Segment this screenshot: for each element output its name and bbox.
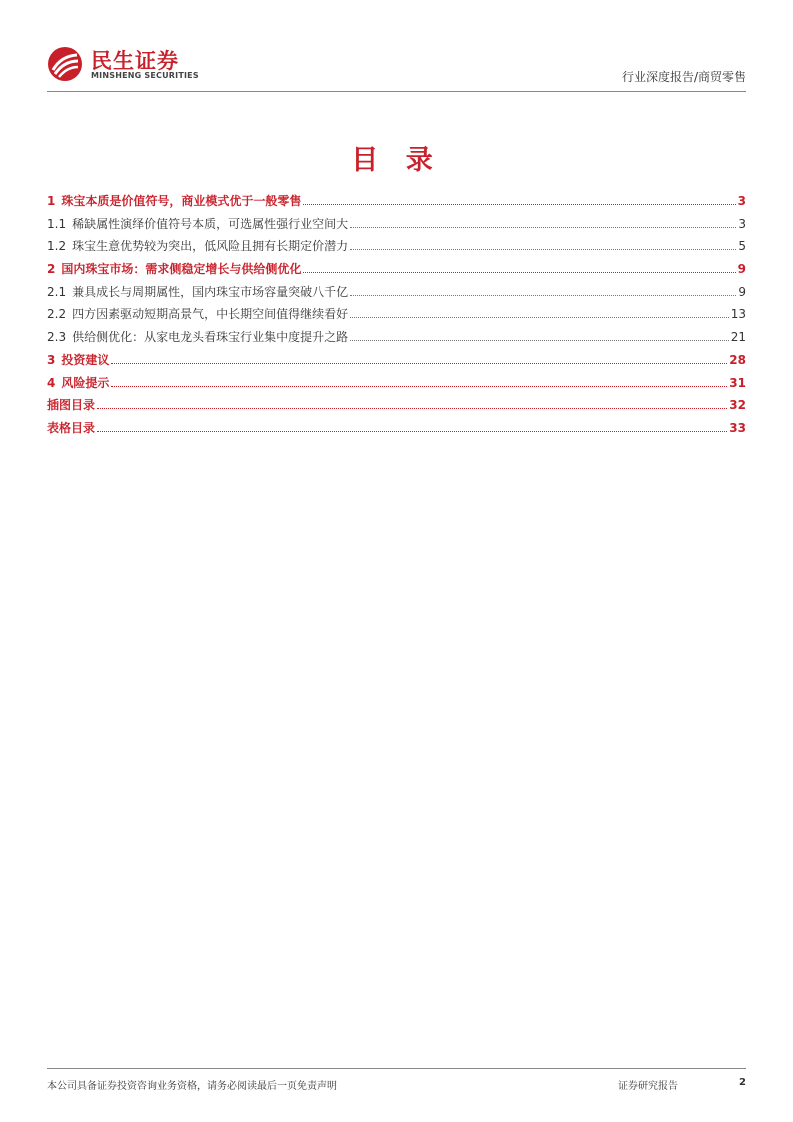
toc-entry-page: 21 [730, 330, 746, 345]
toc-entry-number: 1.2 [47, 239, 67, 254]
toc-dot-leader [111, 363, 727, 364]
toc-entry-page: 9 [738, 284, 746, 299]
toc-entry-title: 投资建议 [61, 352, 110, 367]
toc-entry-page: 28 [729, 352, 746, 367]
toc-entry[interactable] [47, 237, 746, 260]
toc-dot-leader [303, 272, 735, 273]
footer-label: 证券研究报告 [618, 1081, 678, 1092]
toc-entry[interactable] [47, 328, 746, 351]
toc-entry-page: 32 [729, 398, 746, 413]
toc-entry-title: 国内珠宝市场：需求侧稳定增长与供给侧优化 [61, 262, 302, 277]
footer-divider [47, 1068, 746, 1069]
toc-entry[interactable] [47, 351, 746, 374]
toc-entry-page: 13 [730, 307, 746, 322]
toc-entry-number: 1 [47, 194, 56, 208]
toc-entry-page: 5 [738, 239, 746, 254]
toc-entry[interactable] [47, 192, 746, 215]
page-number: 2 [739, 1077, 746, 1088]
toc-entry-number: 1.1 [47, 216, 67, 231]
toc-entry[interactable] [47, 260, 746, 283]
toc-entry-number: 2.2 [47, 307, 67, 322]
toc-dot-leader [97, 431, 727, 432]
toc-entry-title: 风险提示 [61, 375, 110, 390]
toc-dot-leader [350, 295, 736, 296]
footer-disclaimer: 本公司具备证券投资咨询业务资格，请务必阅读最后一页免责声明 [47, 1081, 337, 1092]
toc-entry-number: 3 [47, 352, 56, 367]
toc-entry-number: 2 [47, 262, 56, 277]
toc-entry-title: 稀缺属性演绎价值符号本质，可选属性强行业空间大 [72, 216, 349, 231]
toc-entry-number: 2.1 [47, 284, 67, 299]
toc-dot-leader [97, 408, 727, 409]
page-header [47, 44, 746, 92]
toc-entry-title: 珠宝本质是价值符号，商业模式优于一般零售 [61, 194, 302, 208]
logo-chinese-name: 民生证券 [91, 49, 179, 73]
toc-entry-title: 供给侧优化：从家电龙头看珠宝行业集中度提升之路 [72, 330, 349, 345]
minsheng-logo-icon [47, 46, 83, 82]
toc-entry[interactable] [47, 215, 746, 238]
toc-entry-title: 四方因素驱动短期高景气，中长期空间值得继续看好 [72, 307, 349, 322]
toc-entry-page: 9 [737, 262, 746, 277]
table-of-contents [47, 192, 746, 442]
toc-entry[interactable] [47, 396, 746, 419]
toc-title: 目 录 [351, 145, 442, 176]
toc-entry-number: 4 [47, 375, 56, 390]
toc-entry-title: 珠宝生意优势较为突出，低风险且拥有长期定价潜力 [72, 239, 349, 254]
toc-entry-page: 3 [738, 216, 746, 231]
toc-entry-page: 31 [729, 375, 746, 390]
toc-entry-page: 33 [729, 420, 746, 435]
toc-entry-page: 3 [737, 194, 746, 208]
toc-entry-title: 插图目录 [47, 398, 96, 413]
toc-dot-leader [350, 317, 729, 318]
logo-english-name: MINSHENG SECURITIES [91, 71, 199, 80]
toc-entry[interactable] [47, 283, 746, 306]
toc-entry[interactable] [47, 305, 746, 328]
toc-entry[interactable] [47, 374, 746, 397]
header-divider [47, 91, 746, 92]
toc-entry[interactable] [47, 419, 746, 442]
toc-dot-leader [350, 227, 736, 228]
toc-dot-leader [350, 340, 729, 341]
toc-entry-title: 表格目录 [47, 420, 96, 435]
toc-dot-leader [303, 204, 735, 205]
report-type: 行业深度报告/商贸零售 [621, 70, 746, 84]
toc-entry-number: 2.3 [47, 330, 67, 345]
toc-dot-leader [350, 249, 736, 250]
toc-dot-leader [111, 386, 727, 387]
toc-entry-title: 兼具成长与周期属性，国内珠宝市场容量突破八千亿 [72, 284, 349, 299]
